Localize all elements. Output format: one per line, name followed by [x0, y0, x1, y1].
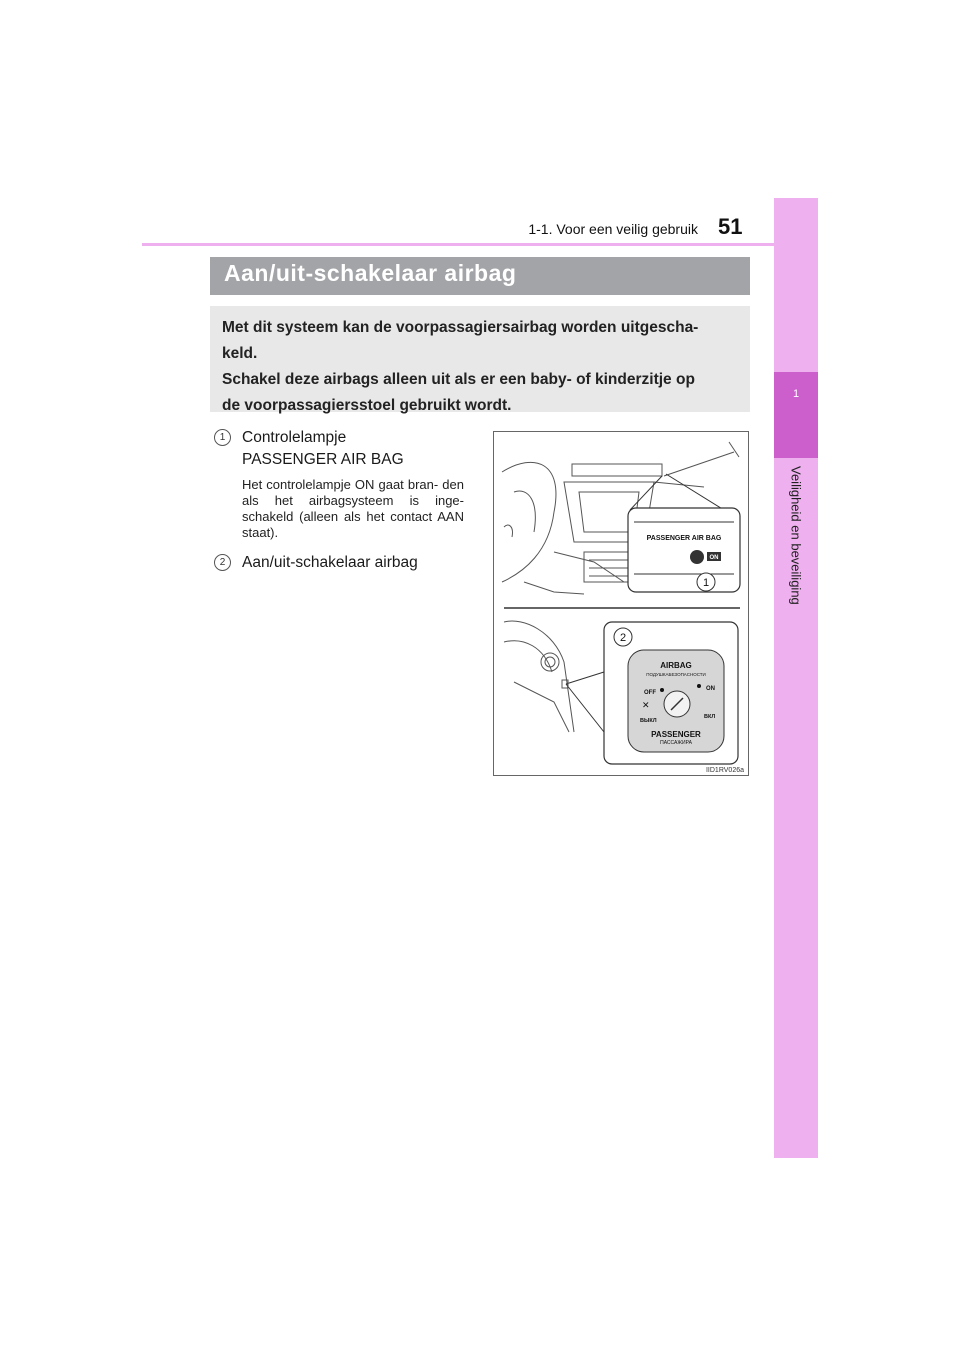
switch-off-label: OFF	[644, 690, 656, 696]
switch-on-label-ru: ВКЛ	[704, 714, 716, 720]
page-number: 51	[718, 214, 743, 239]
airbag-illustration	[493, 431, 749, 776]
section-title: Aan/uit-schakelaar airbag	[224, 260, 517, 286]
item-title: Controlelampje	[242, 429, 347, 446]
callout-1: 1	[702, 577, 710, 589]
image-code: IID1RV026a	[705, 767, 744, 774]
intro-line: keld.	[222, 345, 258, 362]
item-title: PASSENGER AIR BAG	[242, 451, 404, 468]
switch-top-label-ru: ПОДУШКАБЕЗОПАСНОСТИ	[646, 672, 706, 677]
item-title: Aan/uit-schakelaar airbag	[242, 554, 418, 571]
intro-line: Schakel deze airbags alleen uit als er een baby- of kinderzitje op	[222, 371, 695, 388]
intro-line: Met dit systeem kan de voorpassagiersairbag worden uitgescha-	[222, 319, 699, 336]
switch-top-label: AIRBAG	[660, 661, 692, 670]
chapter-number: 1	[792, 388, 800, 400]
item-number: 2	[214, 554, 231, 571]
intro-line: de voorpassagiersstoel gebruikt wordt.	[222, 397, 512, 414]
callout-2: 2	[619, 632, 627, 644]
chapter-tab	[774, 198, 818, 1158]
item-description: Het controlelampje ON gaat bran- den als het airbagsysteem is inge- schakeld (alleen als het contact AAN staat).	[242, 477, 464, 540]
intro-box	[210, 306, 750, 412]
section-banner	[210, 257, 750, 295]
switch-bottom-label: PASSENGER	[651, 730, 701, 739]
switch-off-label-ru: ВЫКЛ	[640, 718, 657, 724]
airbag-off-symbol-icon: ✕	[642, 700, 650, 710]
switch-bottom-label-ru: ПАССАЖИРА	[660, 740, 692, 746]
indicator-label: PASSENGER AIR BAG	[646, 535, 722, 542]
switch-on-label: ON	[706, 686, 715, 692]
header-rule	[142, 243, 818, 246]
chapter-label: Veiligheid en beveiliging	[788, 466, 804, 605]
item-number: 1	[214, 429, 231, 446]
chapter-tab-active	[774, 372, 818, 458]
indicator-on-label: ON	[709, 555, 719, 561]
header-section: 1-1. Voor een veilig gebruik	[528, 221, 698, 237]
